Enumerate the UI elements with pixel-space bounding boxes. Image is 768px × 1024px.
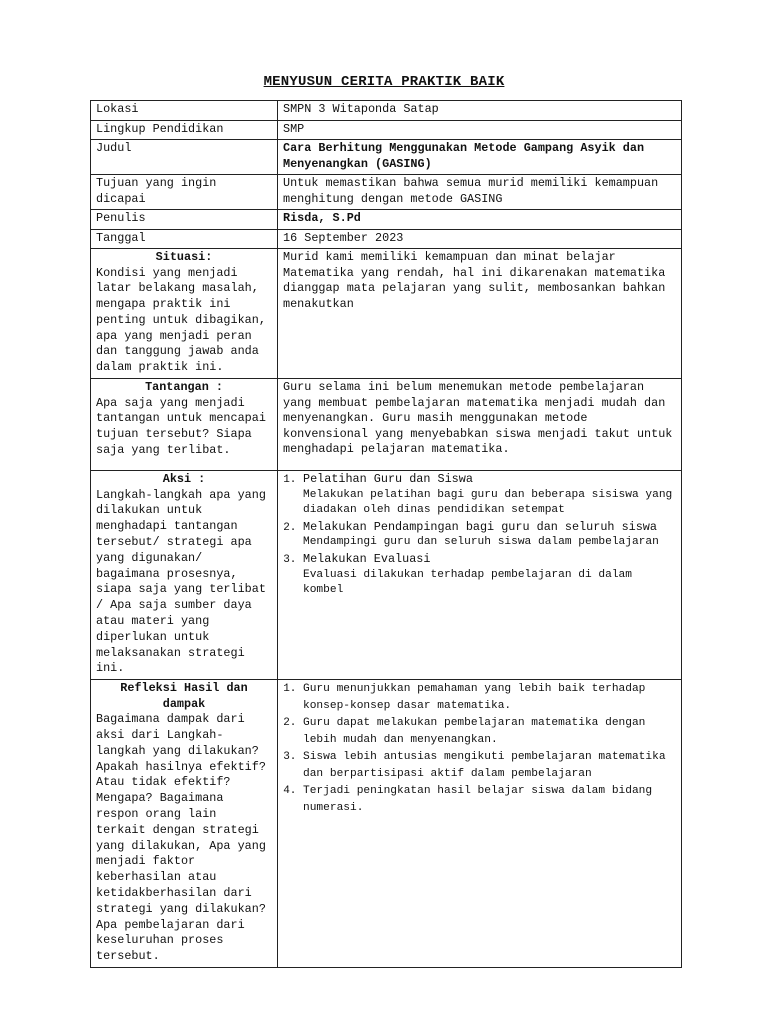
tantangan-heading: Tantangan : <box>145 380 223 395</box>
situasi-prompt-cell <box>91 249 278 379</box>
tantangan-prompt-cell <box>91 379 278 471</box>
value-judul: Cara Berhitung Menggunakan Metode Gampang Asyik dan Menyenangkan (GASING) <box>278 140 682 175</box>
situasi-heading: Situasi: <box>155 250 213 264</box>
refleksi-item: 2. Guru dapat melakukan pembelajaran matematika dengan lebih mudah dan menyenangkan. <box>303 715 676 748</box>
aksi-item <box>303 552 676 598</box>
aksi-answer-cell <box>278 471 682 680</box>
aksi-list <box>283 472 676 598</box>
aksi-prompt-cell <box>91 471 278 680</box>
row-situasi <box>91 249 682 379</box>
refleksi-item: 4. Terjadi peningkatan hasil belajar siswa dalam bidang numerasi. <box>303 783 676 816</box>
row-judul <box>91 140 682 175</box>
aksi-question: Langkah-langkah apa yang dilakukan untuk menghadapi tantangan tersebut/ strategi apa yang digunakan/ bagaimana prosesnya, siapa saja yang terlibat / Apa saja sumber daya atau materi yang diperlukan untuk melaksanakan strategi ini. <box>96 487 266 676</box>
value-lingkup: SMP <box>278 120 682 140</box>
aksi-item <box>303 520 676 551</box>
refleksi-heading: Refleksi Hasil dan dampak <box>120 681 248 711</box>
refleksi-item: 3. Siswa lebih antusias mengikuti pembelajaran matematika dan berpartisipasi aktif dalam pembelajaran <box>303 749 676 782</box>
row-tanggal <box>91 229 682 249</box>
aksi-item-title: 3. Melakukan Evaluasi <box>303 552 431 567</box>
aksi-heading: Aksi : <box>162 472 206 487</box>
good-practice-table <box>90 100 682 968</box>
aksi-item-desc: Evaluasi dilakukan terhadap pembelajaran di dalam kombel <box>303 568 632 596</box>
value-lokasi: SMPN 3 Witaponda Satap <box>278 101 682 121</box>
aksi-item <box>303 472 676 518</box>
aksi-item-title: 2. Melakukan Pendampingan bagi guru dan seluruh siswa <box>303 519 657 534</box>
label-penulis: Penulis <box>91 210 278 230</box>
row-tujuan <box>91 175 682 210</box>
tantangan-question: Apa saja yang menjadi tantangan untuk mencapai tujuan tersebut? Siapa saja yang terlibat. <box>96 395 266 457</box>
refleksi-prompt-cell <box>91 680 278 968</box>
situasi-question: Kondisi yang menjadi latar belakang masalah, mengapa praktik ini penting untuk dibagikan, apa yang menjadi peran dan tanggung jawab anda dalam praktik ini. <box>96 265 266 375</box>
label-lokasi: Lokasi <box>91 101 278 121</box>
refleksi-answer-cell <box>278 680 682 968</box>
row-aksi <box>91 471 682 680</box>
refleksi-question: Bagaimana dampak dari aksi dari Langkah-langkah yang dilakukan? Apakah hasilnya efektif? Atau tidak efektif? Mengapa? Bagaimana respon orang lain terkait dengan strategi yang dilakukan, Apa yang menjadi faktor keberhasilan atau ketidakberhasilan dari strategi yang dilakukan? Apa pembelajaran dari keseluruhan proses tersebut. <box>96 712 266 964</box>
label-lingkup: Lingkup Pendidikan <box>91 120 278 140</box>
aksi-item-title: 1. Pelatihan Guru dan Siswa <box>303 472 473 487</box>
row-lingkup <box>91 120 682 140</box>
row-penulis <box>91 210 682 230</box>
refleksi-list <box>283 681 676 816</box>
label-judul: Judul <box>91 140 278 175</box>
label-tanggal: Tanggal <box>91 229 278 249</box>
situasi-answer: Murid kami memiliki kemampuan dan minat belajar Matematika yang rendah, hal ini dikarenakan matematika dianggap mata pelajaran yang sulit, membosankan bahkan menakutkan <box>278 249 682 379</box>
row-refleksi <box>91 680 682 968</box>
value-tujuan: Untuk memastikan bahwa semua murid memiliki kemampuan menghitung dengan metode GASING <box>278 175 682 210</box>
document-title: MENYUSUN CERITA PRAKTIK BAIK <box>263 74 505 90</box>
row-lokasi <box>91 101 682 121</box>
label-tujuan: Tujuan yang ingin dicapai <box>91 175 278 210</box>
refleksi-item: 1. Guru menunjukkan pemahaman yang lebih baik terhadap konsep-konsep dasar matematika. <box>303 681 676 714</box>
row-tantangan <box>91 379 682 471</box>
tantangan-answer: Guru selama ini belum menemukan metode pembelajaran yang membuat pembelajaran matematika menjadi mudah dan menyenangkan. Guru masih menggunakan metode konvensional yang menyebabkan siswa menjadi takut untuk menghadapi pelajaran matematika. <box>278 379 682 471</box>
value-penulis: Risda, S.Pd <box>278 210 682 230</box>
aksi-item-desc: Melakukan pelatihan bagi guru dan beberapa sisiswa yang diadakan oleh dinas pendidikan setempat <box>303 488 673 516</box>
aksi-item-desc: Mendampingi guru dan seluruh siswa dalam pembelajaran <box>303 536 659 549</box>
value-tanggal: 16 September 2023 <box>278 229 682 249</box>
